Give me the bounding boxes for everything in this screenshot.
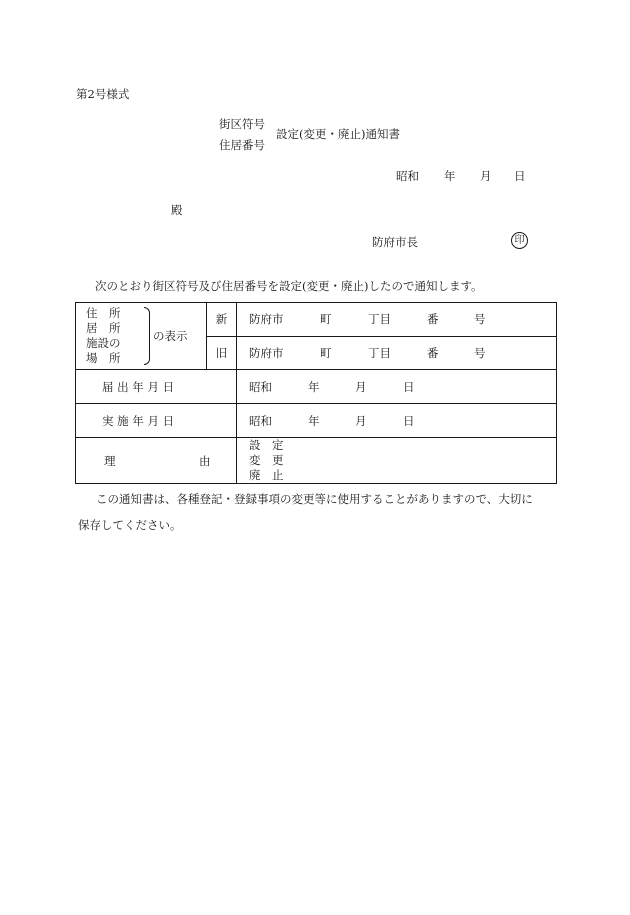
new-label: 新 (215, 312, 228, 327)
issue-date-month: 月 (480, 169, 492, 183)
notice-line-1: この通知書は、各種登記・登録事項の変更等に使用することがありますので、大切に (96, 492, 533, 506)
new-address-go: 号 (474, 312, 486, 327)
effective-date-label: 実 施 年 月 日 (102, 413, 175, 428)
old-label-cell (207, 336, 237, 370)
new-address-chome: 丁目 (368, 312, 391, 327)
new-address-city: 防府市 (249, 312, 284, 327)
filing-date-row (76, 370, 557, 404)
title-block-code-line1: 街区符号 (219, 117, 265, 131)
reason-options-cell (237, 438, 557, 484)
effective-date-label-cell (76, 404, 237, 438)
new-address-town: 町 (320, 312, 332, 327)
reason-option: 廃 止 (249, 468, 284, 482)
effective-date-year: 年 (308, 413, 320, 428)
reason-option: 設 定 (249, 438, 284, 452)
old-address-go: 号 (474, 345, 486, 360)
effective-date-era: 昭和 (249, 413, 272, 428)
reason-row (76, 438, 557, 484)
address-label-line: 施設の (86, 336, 121, 350)
reason-option: 変 更 (249, 453, 284, 467)
effective-date-row (76, 404, 557, 438)
address-label-suffix: の表示 (153, 329, 188, 343)
document-title: 設定(変更・廃止)通知書 (276, 127, 400, 141)
issue-date-day: 日 (514, 169, 526, 183)
filing-date-label-cell (76, 370, 237, 404)
old-address-ban: 番 (427, 345, 439, 360)
filing-date-era: 昭和 (249, 379, 272, 394)
title-block-code-line2: 住居番号 (219, 138, 265, 152)
effective-date-month: 月 (355, 413, 367, 428)
issue-date-era: 昭和 (396, 169, 419, 183)
notification-table (75, 302, 557, 484)
address-label-cell (76, 303, 207, 370)
reason-label-right: 由 (199, 453, 211, 468)
notice-line-2: 保存してください。 (78, 518, 182, 532)
addressee-suffix: 殿 (171, 203, 183, 217)
filing-date-label: 届 出 年 月 日 (102, 379, 175, 394)
filing-date-month: 月 (355, 379, 367, 394)
new-address-cell (237, 303, 557, 337)
filing-date-year: 年 (308, 379, 320, 394)
old-address-city: 防府市 (249, 345, 284, 360)
intro-text: 次のとおり街区符号及び住居番号を設定(変更・廃止)したので通知します。 (95, 279, 483, 293)
issuer-name: 防府市長 (372, 235, 418, 249)
filing-date-day: 日 (403, 379, 415, 394)
address-label-line: 住 所 (86, 306, 121, 320)
seal-mark-icon: 印 (511, 232, 528, 249)
reason-label-cell (76, 438, 237, 484)
brace-mark (144, 307, 150, 365)
form-number: 第2号様式 (76, 87, 130, 101)
old-address-chome: 丁目 (368, 345, 391, 360)
old-label: 旧 (215, 345, 228, 360)
address-new-row (76, 303, 557, 337)
address-label-line: 居 所 (86, 321, 121, 335)
effective-date-value-cell (237, 404, 557, 438)
old-address-town: 町 (320, 345, 332, 360)
issue-date-year: 年 (444, 169, 456, 183)
reason-label-left: 理 (104, 453, 116, 468)
new-address-ban: 番 (427, 312, 439, 327)
filing-date-value-cell (237, 370, 557, 404)
effective-date-day: 日 (403, 413, 415, 428)
new-label-cell (207, 303, 237, 337)
old-address-cell (237, 336, 557, 370)
address-label-line: 場 所 (86, 351, 121, 365)
